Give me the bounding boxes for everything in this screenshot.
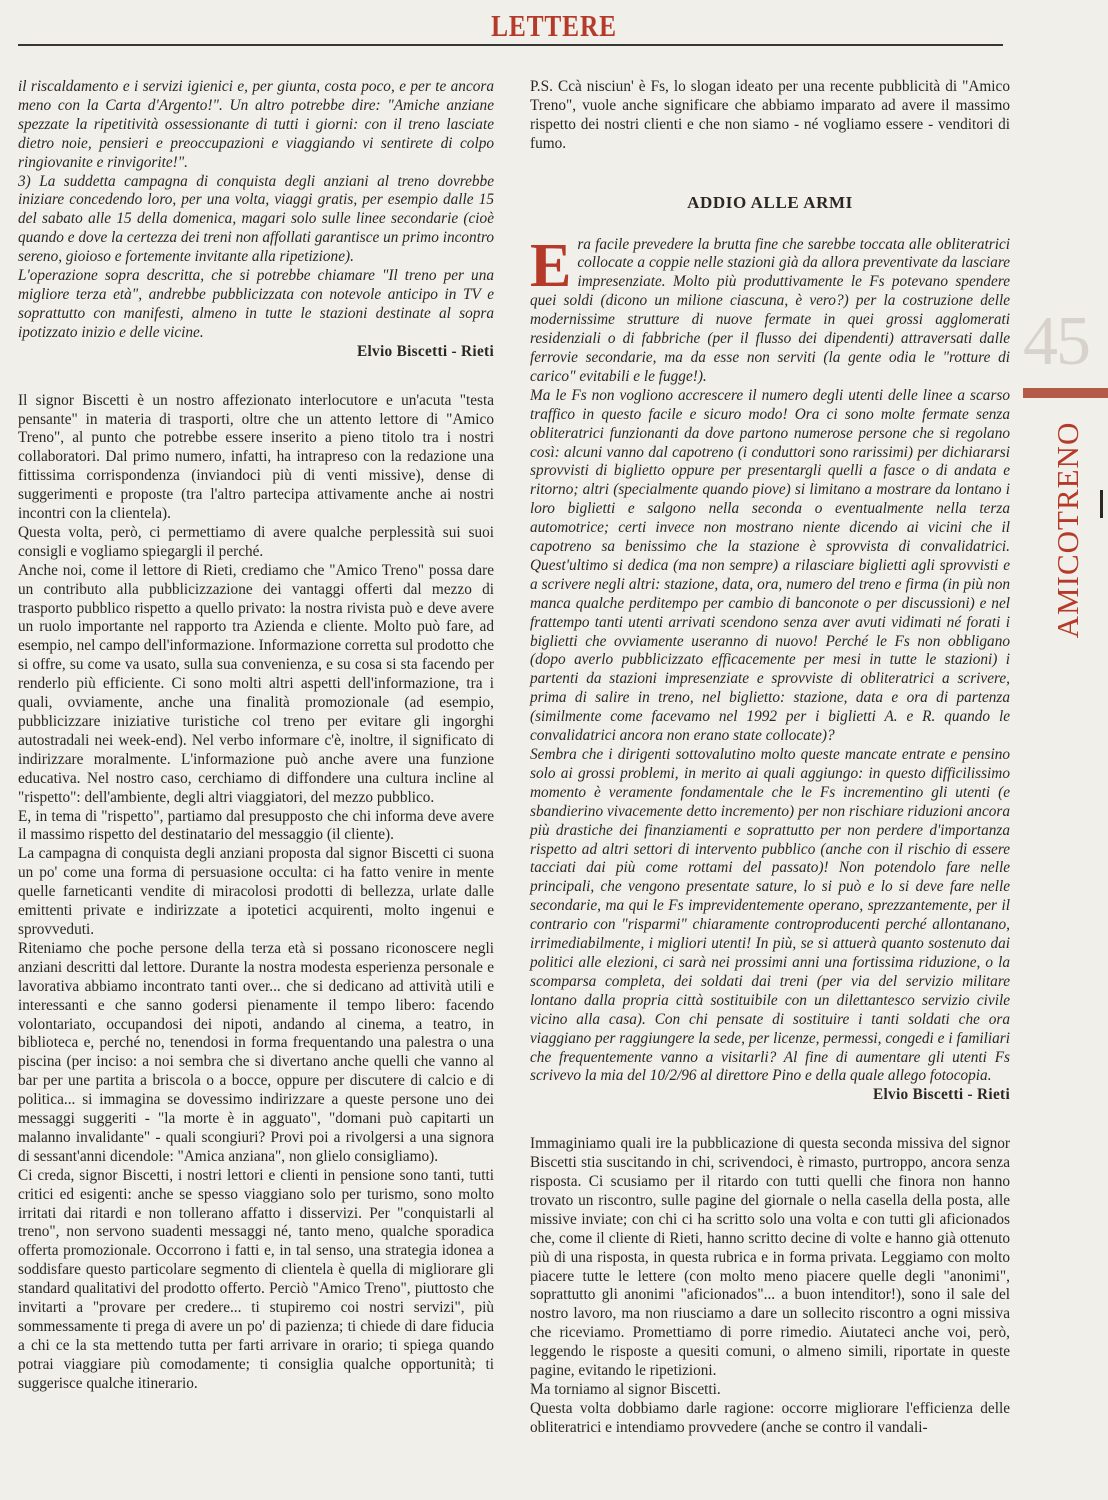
section-header-title: LETTERE [491, 8, 617, 43]
edge-mark [1100, 490, 1103, 518]
header-rule [18, 44, 1003, 46]
reply-paragraph: Questa volta, però, ci permettiamo di avere qualche perplessità sui suoi consigli e vogliamo spiegargli il perché. [18, 523, 494, 560]
left-column [18, 78, 494, 1394]
letter-signature: Elvio Biscetti - Rieti [872, 1086, 1010, 1104]
reply-paragraph: Ci creda, signor Biscetti, i nostri lettori e clienti in pensione sono tanti, tutti critici ed esigenti: anche se spesso viaggiano solo per turismo, sono molto irritati dai ritardi e non tollerano affatto i disservizi. Per "conquistarli al treno", non servono suadenti messaggi né, tanto meno, qualche sporadica offerta promozionale. Occorrono i fatti e, in tal senso, una strategia idonea a soddisfare questo particolare segmento di clientela è quella di migliorare gli standard qualitativi del prodotto offerto. Perciò "Amico Treno", piuttosto che invitarti a "provare per credere... ti stupiremo coi nostri servizi", più sommessamente ti prega di avere un po' di pazienza; ti chiede di dare fiducia a chi ce la sta mettendo tutta per farti arrivare in orario; ti spiega quando potrai viaggiare più comodamente; ti consiglia qualche opportunità; ti suggerisce qualche itinerario. [18, 1166, 494, 1392]
reply-paragraph: Anche noi, come il lettore di Rieti, crediamo che "Amico Treno" possa dare un contributo alla pubblicizzazione dei vantaggi offerti dal mezzo di trasporto pubblico rispetto a quello privato: la nostra rivista può e deve avere un ruolo importante nel rapporto tra Azienda e cliente. Molto può fare, ad esempio, nel campo dell'informazione. Informazione corretta sul prodotto che si offre, su come va usato, sulla sua convenienza, e su cosa si sta facendo per renderlo più efficiente. Ci sono molti altri aspetti dell'informazione, tra i quali, ovviamente, anche una finalità promozionale (ad esempio, pubblicizzare iniziative turistiche col treno per evitare gli ingorghi autostradali nei week-end). Nel verbo informare c'è, inoltre, il significato di indirizzare moralmente. L'informazione può anche avere una funzione educativa. Nel nostro caso, cerchiamo di diffondere una cultura incline al "rispetto": dell'ambiente, degli altri viaggiatori, del mezzo pubblico. [18, 561, 494, 806]
reply-paragraph: La campagna di conquista degli anziani proposta dal signor Biscetti ci suona un po' come una forma di persuasione occulta: ci ha fatto venire in mente quelle farneticanti vendite di miracolosi prodotti di bellezza, urlate dalle emittenti private e indirizzate a ipotetici acquirenti, molto ingenui e sprovveduti. [18, 845, 494, 938]
spacer [530, 1105, 1010, 1135]
reply-paragraph: Questa volta dobbiamo darle ragione: occorre migliorare l'efficienza delle obliteratrici e intendiamo provvedere (anche se contro il vandali- [530, 1399, 1010, 1436]
reply-paragraph: Il signor Biscetti è un nostro affezionato interlocutore e un'acuta "testa pensante" in materia di trasporti, oltre che un attento lettore di "Amico Treno", al punto che potrebbe essere inserito a pieno titolo tra i nostri collaboratori. Dal primo numero, infatti, ha intrapreso con la redazione una fittissima corrispondenza (inviandoci più di venti missive), dense di suggerimenti e proposte (tra l'altro partecipa attivamente anche ai nostri incontri con la clientela). [18, 391, 494, 523]
letter-paragraph: 3) La suddetta campagna di conquista degli anziani al treno dovrebbe iniziare concedendo loro, per una volta, viaggi gratis, per esempio dalle 15 del sabato alle 15 della domenica, magari solo sulle linee secondarie (cioè quando e dove la certezza dei treni non affollati garantisce un primo incontro sereno, gioioso e fortemente invitante alla ripetizione). [18, 172, 494, 266]
letter-paragraph: Sembra che i dirigenti sottovalutino molto queste mancate entrate e pensino solo ai grossi problemi, in merito ai quali aggiungo: in questo difficilissimo momento è veramente fondamentale che le Fs incrementino gli utenti (e sbandierino vivacemente detto incremento) per non rischiare riduzioni ancora più drastiche dei finanziamenti e soprattutto per non perdere d'importanza rispetto ad altri settori di intervento pubblico (anche con il rischio di essere tacciati dai più come rottami del passato)! Non potendolo fare nelle principali, che vengono presentate sature, lo si può e lo si deve fare nelle secondarie, ma qui le Fs imprevidentemente operano, sprezzantemente, per il contrario con "risparmi" chiaramente controproducenti perché allontanano, irrimediabilmente, i migliori utenti! In più, se si attuerà quanto sostenuto dai politici alle elezioni, ci sarà nei prossimi anni una fortissima riduzione, o la scomparsa completa, dei soldati dai treni (per via del servizio militare lontano dalla propria città sostituibile con un dilettantesco servizio civile vicino alla casa). Con chi pensate di sostituire i tanti soldati che ora viaggiano per raggiungere la sede, per licenze, permessi, congedi e i familiari che frequentemente vanno a visitarli? Al fine di aumentare gli utenti Fs scrivevo la mia del 10/2/96 al direttore Pino e della quale allego fotocopia. [530, 746, 1010, 1085]
drop-cap: E [530, 231, 572, 300]
article-title: ADDIO ALLE ARMI [687, 192, 853, 212]
right-column [530, 78, 1010, 1438]
reply-paragraph: Immaginiamo quali ire la pubblicazione di questa seconda missiva del signor Biscetti stia suscitando in chi, scrivendoci, è rimasto, purtroppo, ancora senza risposta. Ci scusiamo per il ritardo con tutti quelli che finora non hanno trovato un riscontro, sulle pagine del giornale o nella casella della posta, alle missive inviate; con chi ci ha scritto solo una volta e con tutti gli aficionados che, come il cliente di Rieti, hanno scritto decine di volte e hanno già ottenuto più di una risposta, in questa rubrica e in forma privata. Leggiamo con molto piacere tutte le lettere (con molto meno piacere quelle degli "anonimi", soprattutto gli anonimi "aficionados"... a buon intenditor!), sono il sale del nostro lavoro, ma non riusciamo a dare un sollecito riscontro a ogni missiva che riceviamo. Promettiamo di porre rimedio. Aiutateci anche voi, però, leggendo le risposte a quesiti comuni, o almeno simili, riportate in queste pagine, evitando le ripetizioni. [530, 1135, 1010, 1380]
ps-paragraph: P.S. Ccà nisciun' è Fs, lo slogan ideato per una recente pubblicità di "Amico Treno", vuole anche significare che abbiamo imparato ad avere il massimo rispetto dei nostri clienti e che non siamo - né vogliamo essere - venditori di fumo. [530, 78, 1010, 152]
sidebar-accent-bar [1023, 388, 1108, 398]
reply-paragraph: E, in tema di "rispetto", partiamo dal presupposto che chi informa deve avere il massimo rispetto del destinatario del messaggio (il cliente). [18, 807, 494, 844]
reply-paragraph: Riteniamo che poche persone della terza età si possano riconoscere negli anziani descritti dal lettore. Durante la nostra modesta esperienza personale e lavorativa abbiamo incontrato tanti over... che si dedicano ad attività utili e interessanti e che sanno godersi pienamente il tempo libero: facendo volontariato, occupandosi dei nipoti, andando al cinema, a teatro, in biblioteca e, perché no, tenendosi in forma frequentando una palestra o una piscina (per inciso: a noi sembra che si divertano anche quelli che vanno al bar per une partita a briscola o a bocce, oppure per discutere di calcio e di politica... si immagina se dovessimo indirizzare a queste persone uno dei messaggi suggeriti - "la morte è in agguato", "domani può capitarti un malanno invalidante" - quali scongiuri? Provi poi a rivolgersi a una signora di sessant'anni dicendole: "Amica anziana", non glielo consigliamo). [18, 939, 494, 1165]
reply-paragraph: Ma torniamo al signor Biscetti. [530, 1381, 721, 1398]
letter-paragraph: Ma le Fs non vogliono accrescere il numero degli utenti delle linee a scarso traffico in questo facile e sicuro modo! Ora ci sono molte fermate senza obliteratrici funzionanti da dove partono numerose persone che si regolano così: alcuni vanno dal capotreno (i conduttori sono rarissimi) per dichiararsi sprovvisti di biglietto oppure per presentargli quelli a fasce o di andata e ritorno; altri (specialmente quando piove) si limitano a mostrare da lontano i loro biglietti e salgono nella seconda o eventualmente nella terza automotrice; certi invece non mostrano niente dicendo ai vicini che il capotreno sa benissimo che la stazione è sprovvista di convalidatrici. Quest'ultimo si dedica (ma non sempre) a rilasciare biglietti agli sprovvisti e a scrivere negli altri: stazione, data, ora, numero del treno e firma (in più non manca qualche perditempo per cambio di banconote o per discussioni) e nel frattempo tanti utenti arrivati scendono senza aver avuti vidimati né forati i biglietti che ovviamente useranno di nuovo! Perché le Fs non obbligano (dopo averlo pubblicizzato efficacemente per mesi in tutte le stazioni) i partenti da stazioni impresenziate e sprovviste di obliteratrici a scrivere, prima di salire in treno, nel biglietto: stazione, data e ora di partenza (similmente come facevamo nel 1992 per i biglietti A. e R. quando le convalidatrici ancora non erano state collocate)? [530, 386, 1010, 745]
letter-paragraph: L'operazione sopra descritta, che si potrebbe chiamare "Il treno per una migliore terza età", andrebbe pubblicizzata con notevole anticipo in TV e soprattutto con manifesti, almeno in tutte le stazioni destinate al sopra ipotizzato inizio e delle vicine. [18, 267, 494, 341]
letter-signature: Elvio Biscetti - Rieti [356, 342, 494, 360]
letter-paragraph: il riscaldamento e i servizi igienici e, per giunta, costa poco, e per te ancora meno con la Carta d'Argento!". Un altro potrebbe dire: "Amiche anziane spezzate la ripetitività ossessionante di tutti i giorni: con il treno lasciate dietro noie, pensieri e preoccupazioni e viaggiando vi sentirete di colpo ringiovanite e rinvigorite!". [18, 78, 494, 171]
spacer [18, 362, 494, 392]
letter-paragraph-text: ra facile prevedere la brutta fine che sarebbe toccata alle obliteratrici collocate a coppie nelle stazioni già da allora preventivate da lasciare impresenziate. Molto più produttivamente le Fs potevano spendere quei soldi (dicono un milione ciascuna, è vero?) per la costruzione delle modernissime strutture di nuove fermate in quei grossi agglomerati residenziali o di fabbriche (per il flusso dei dipendenti) attraversati dalle ferrovie secondarie, ma da esse non serviti (la gente odia le "rotture di carico" evitabili e le fugge!). [530, 235, 1010, 385]
page-header [0, 0, 1108, 48]
page-number: 45 [1023, 303, 1089, 380]
letter-paragraph [530, 231, 1010, 387]
magazine-section-label: AMICOTRENO [1050, 421, 1085, 639]
